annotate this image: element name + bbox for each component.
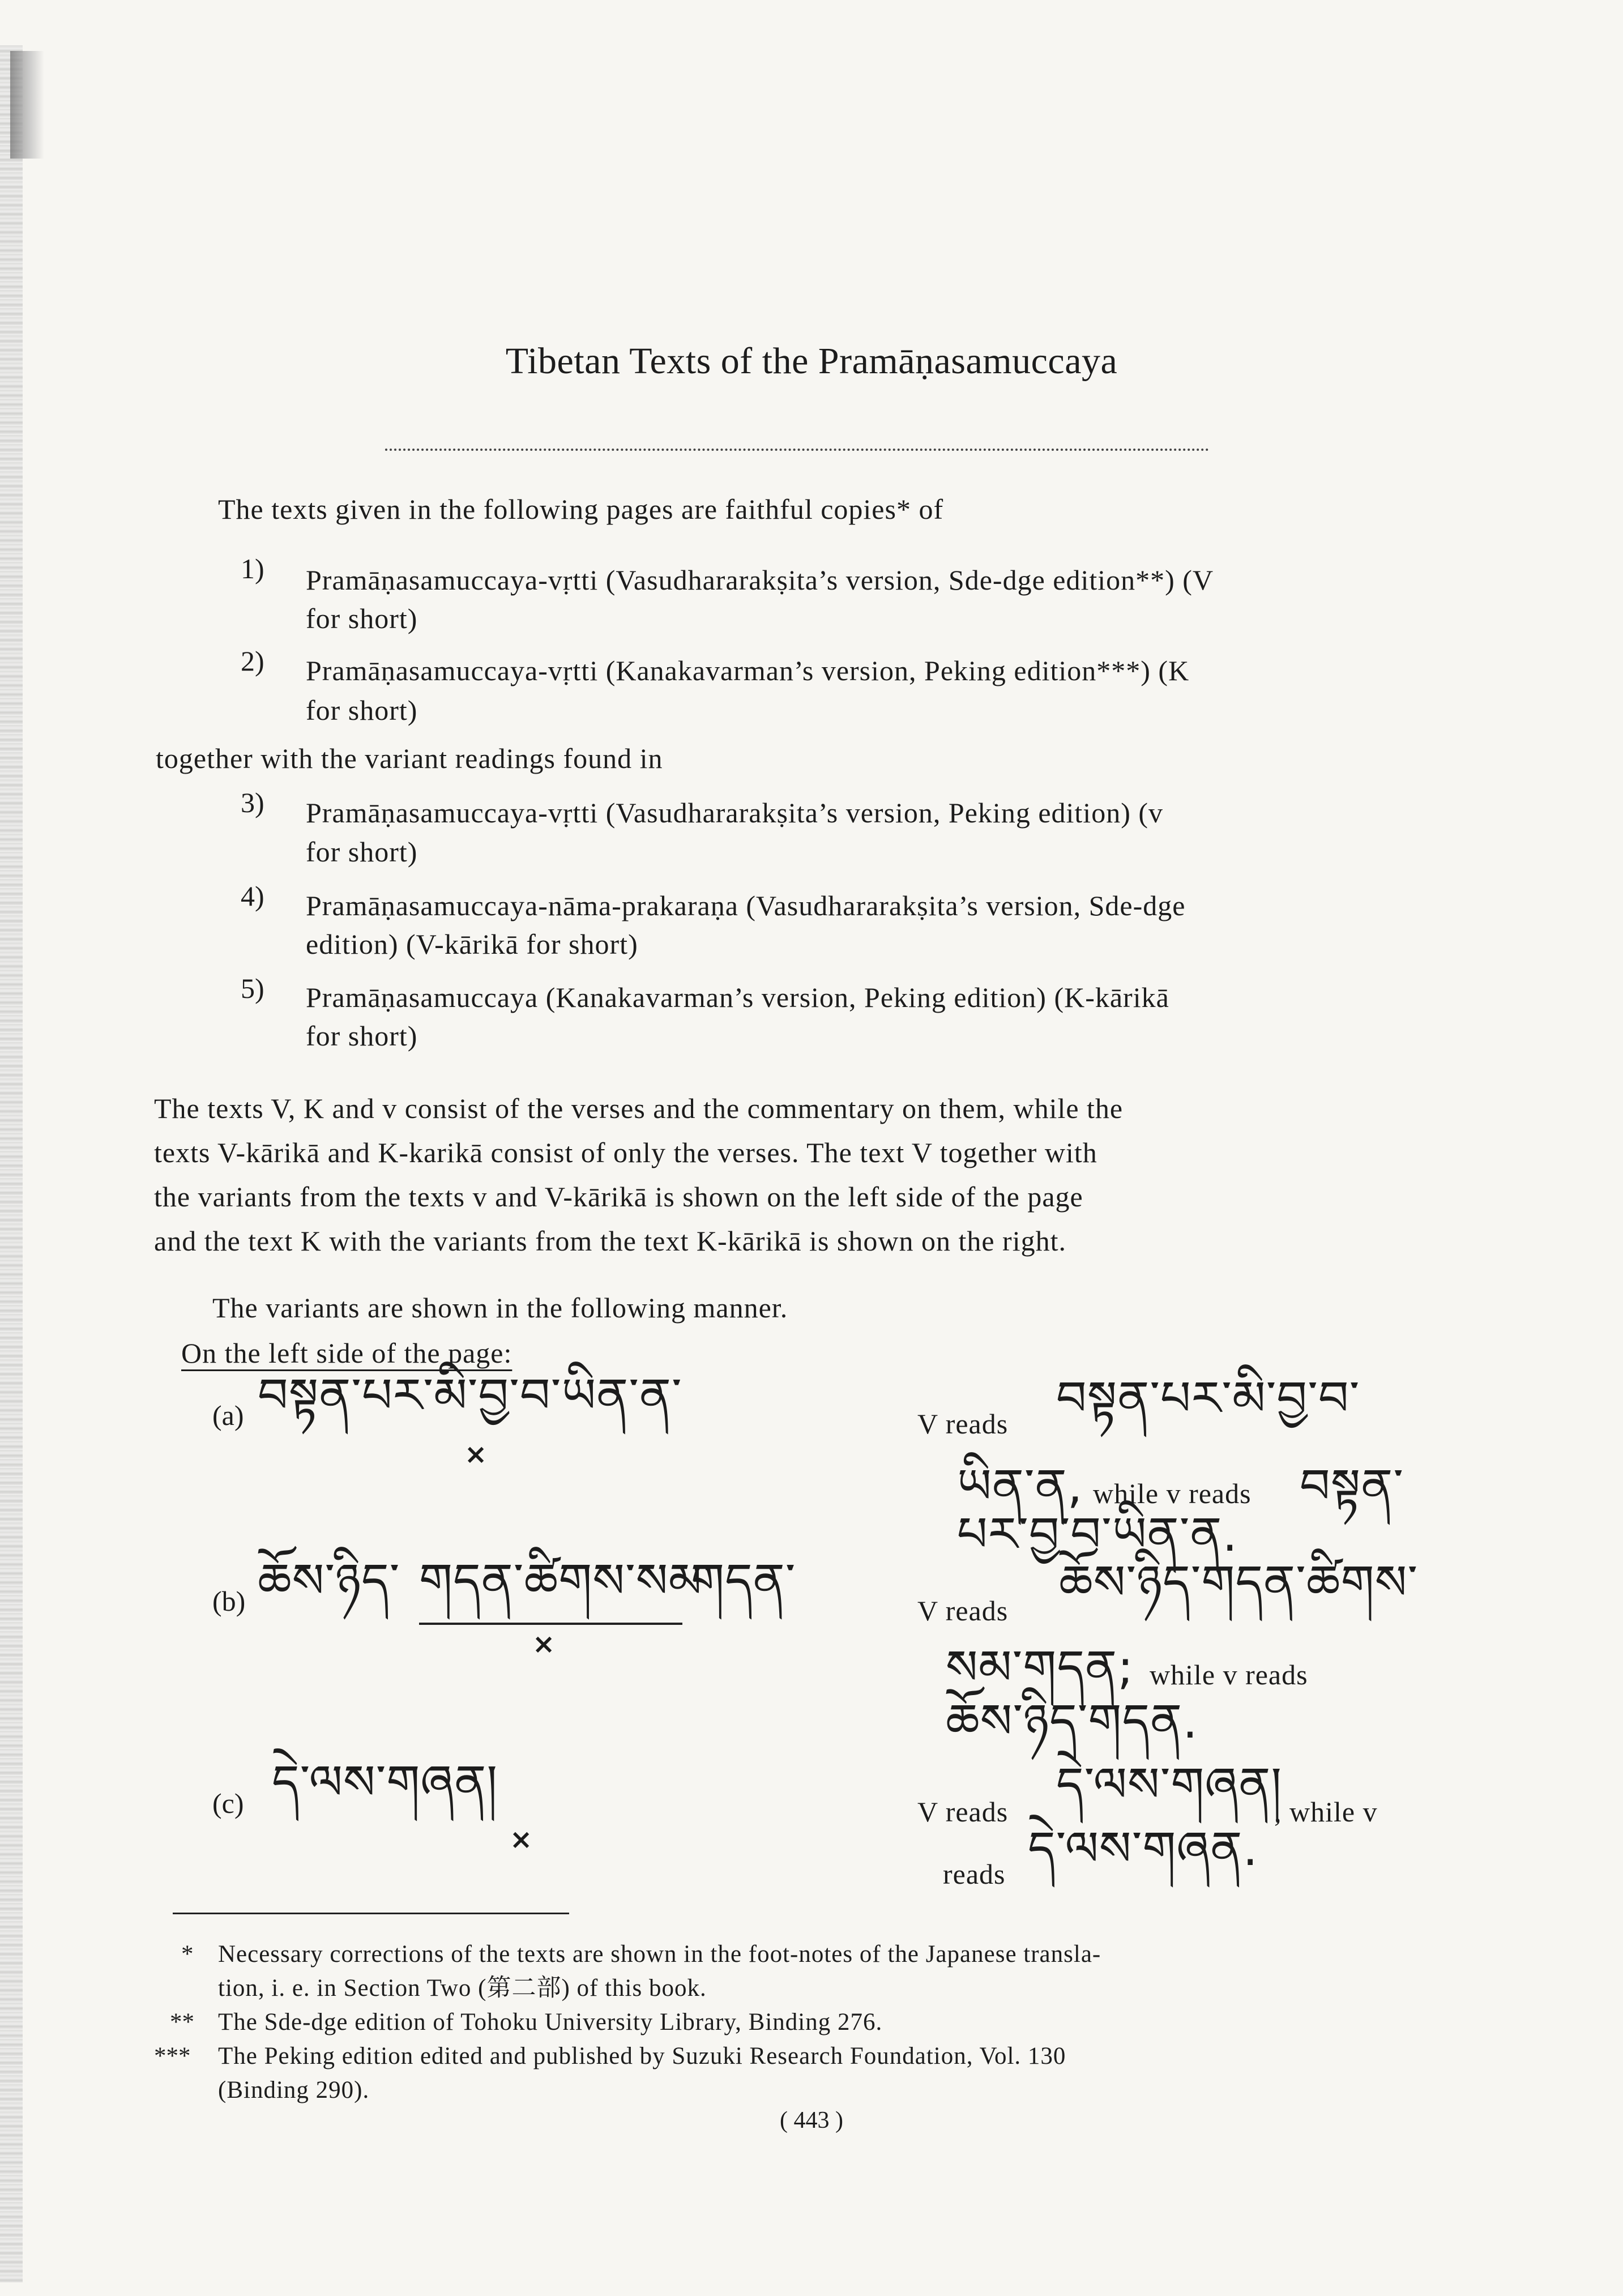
list-item-number: 4) <box>241 880 264 912</box>
reading-text: V reads <box>917 1796 1009 1828</box>
example-label: (c) <box>212 1787 244 1819</box>
tibetan-reading: དེ་ལས་གཞན. <box>1028 1821 1259 1876</box>
reading-text: reads <box>943 1858 1006 1890</box>
list-item-line: Pramāṇasamuccaya-nāma-prakaraṇa (Vasudhararakṣita’s version, Sde-dge <box>306 890 1186 921</box>
page-title: Tibetan Texts of the Pramāṇasamuccaya <box>505 340 1118 382</box>
list-item-line: edition) (V-kārikā for short) <box>306 928 638 960</box>
together-line: together with the variant readings found in <box>156 742 663 774</box>
tibetan-reading: ཆོས་ཉིད་གདན. <box>946 1693 1198 1749</box>
footnote-divider <box>173 1913 569 1914</box>
paragraph-line: and the text K with the variants from the text K-kārikā is shown on the right. <box>154 1225 1066 1257</box>
footnote-mark: *** <box>154 2043 191 2069</box>
title-divider <box>385 449 1209 451</box>
tibetan-reading: བསྟན་ <box>1300 1458 1404 1514</box>
variants-intro: The variants are shown in the following manner. <box>212 1292 788 1324</box>
list-item-line: Pramāṇasamuccaya-vṛtti (Vasudhararakṣita’s version, Sde-dge edition**) (V <box>306 564 1214 596</box>
footnote-mark: * <box>181 1941 194 1968</box>
list-item-number: 2) <box>241 645 264 677</box>
tibetan-reading: བསྟན་པར་མི་བྱ་བ་ <box>1056 1371 1360 1426</box>
reading-text: , while v <box>1274 1796 1378 1828</box>
paragraph-line: the variants from the texts v and V-kārikā is shown on the left side of the page <box>154 1181 1083 1213</box>
tibetan-reading: པར་བྱ་བ་ཡིན་ན. <box>957 1507 1238 1562</box>
reading-text: V reads <box>917 1408 1009 1440</box>
paragraph-line: texts V-kārikā and K-karikā consist of only the verses. The text V together with <box>154 1137 1097 1168</box>
example-label: (b) <box>212 1585 246 1617</box>
reading-text: while v reads <box>1150 1659 1308 1691</box>
list-item-line: for short) <box>306 836 418 868</box>
intro-line: The texts given in the following pages are faithful copies* of <box>218 493 944 525</box>
tibetan-example: གདན་ <box>691 1553 796 1608</box>
list-item-line: Pramāṇasamuccaya-vṛtti (Kanakavarman’s version, Peking edition***) (K <box>306 655 1190 686</box>
list-item-line: for short) <box>306 1020 418 1052</box>
binding-shadow <box>10 51 44 159</box>
page-number: ( 443 ) <box>780 2107 843 2133</box>
paragraph-line: The texts V, K and v consist of the verses and the commentary on them, while the <box>154 1092 1124 1124</box>
tibetan-example: དེ་ལས་གཞན། <box>272 1755 498 1810</box>
list-item-line: for short) <box>306 694 418 726</box>
variant-underline <box>419 1623 682 1625</box>
footnote-line: tion, i. e. in Section Two (第二部) of this book. <box>218 1975 707 2001</box>
left-side-heading: On the left side of the page: <box>181 1337 512 1369</box>
tibetan-reading: ཆོས་ཉིད་གདན་ཚིགས་ <box>1059 1555 1419 1610</box>
list-item-line: Pramāṇasamuccaya-vṛtti (Vasudhararakṣita’s version, Peking edition) (v <box>306 797 1163 829</box>
footnote-mark: ** <box>170 2009 194 2035</box>
list-item-number: 1) <box>241 553 264 584</box>
tibetan-reading: ཡིན་ན, <box>957 1458 1083 1514</box>
tibetan-example: ཆོས་ཉིད་ <box>258 1553 400 1608</box>
variant-x-mark: × <box>532 1628 556 1660</box>
list-item-line: Pramāṇasamuccaya (Kanakavarman’s version, Peking edition) (K-kārikā <box>306 981 1169 1013</box>
footnote-line: The Sde-dge edition of Tohoku University Library, Binding 276. <box>218 2009 883 2035</box>
reading-text: V reads <box>917 1595 1009 1627</box>
tibetan-example: བསྟན་པར་མི་བྱ་བ་ཡིན་ན་ <box>258 1368 682 1423</box>
tibetan-reading: དེ་ལས་གཞན། <box>1056 1757 1283 1812</box>
footnote-line: (Binding 290). <box>218 2077 370 2103</box>
tibetan-example-underlined: གདན་ཚིགས་སམ་ <box>419 1553 714 1608</box>
footnote-line: Necessary corrections of the texts are shown in the foot-notes of the Japanese transla- <box>218 1941 1101 1968</box>
tibetan-reading: སམ་གདན; <box>946 1640 1134 1695</box>
example-label: (a) <box>212 1399 244 1431</box>
variant-x-mark: × <box>510 1824 533 1855</box>
reading-text: while v reads <box>1093 1478 1252 1509</box>
footnote-line: The Peking edition edited and published by Suzuki Research Foundation, Vol. 130 <box>218 2043 1066 2069</box>
list-item-number: 5) <box>241 972 264 1004</box>
list-item-number: 3) <box>241 787 264 818</box>
variant-x-mark: × <box>464 1439 488 1470</box>
list-item-line: for short) <box>306 603 418 634</box>
